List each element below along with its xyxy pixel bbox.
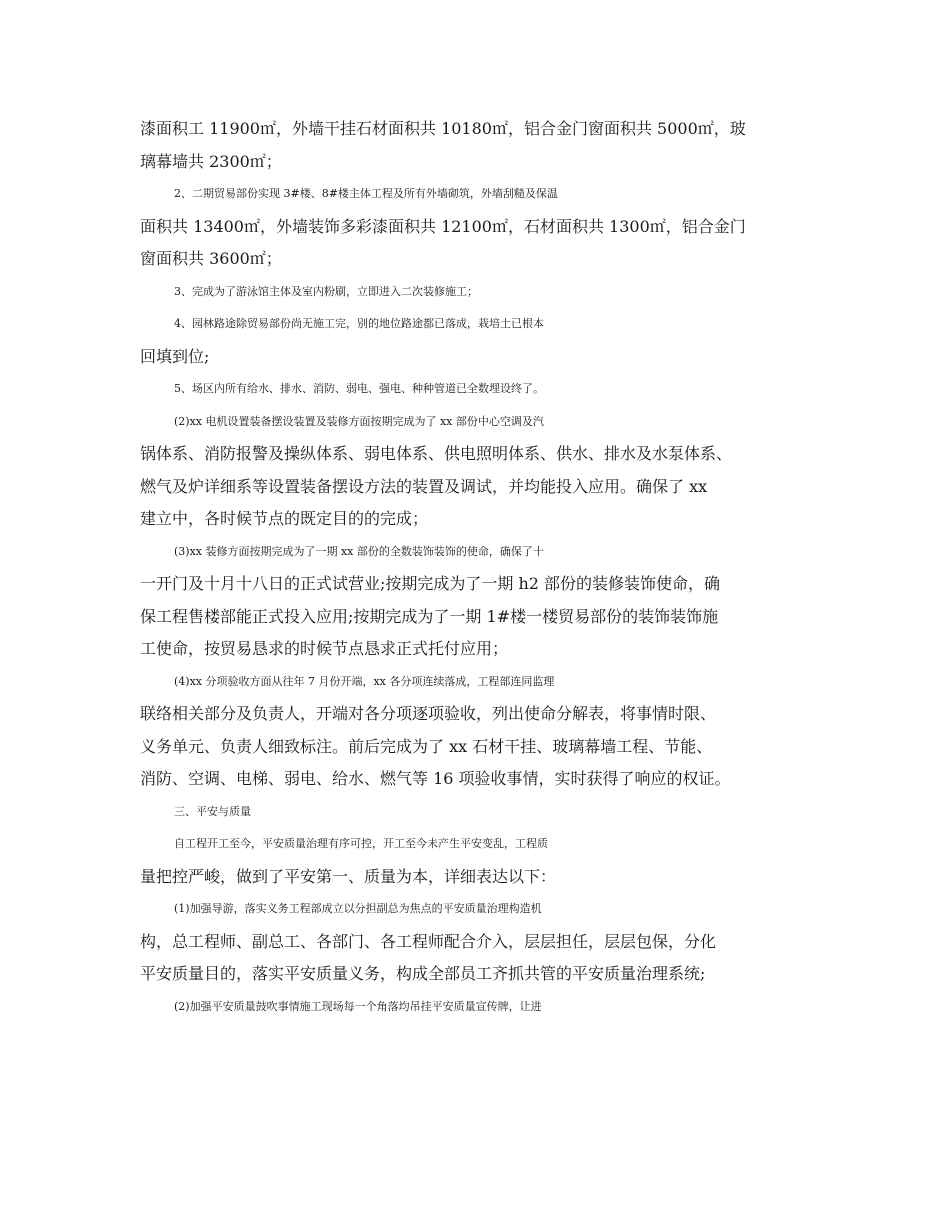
text-line: (2)xx 电机设置装备摆设装置及装修方面按期完成为了 xx 部份中心空调及汽 bbox=[174, 414, 544, 428]
text-line: 3、完成为了游泳馆主体及室内粉刷，立即进入二次装修施工； bbox=[174, 284, 478, 298]
text-line: 平安质量目的，落实平安质量义务，构成全部员工齐抓共管的平安质量治理系统; bbox=[140, 964, 706, 983]
text-line: 工使命，按贸易恳求的时候节点恳求正式托付应用； bbox=[140, 639, 509, 658]
text-line: 建立中，各时候节点的既定目的的完成； bbox=[140, 509, 429, 528]
text-line: 回填到位; bbox=[140, 346, 210, 366]
text-line: 璃幕墙共 2300㎡； bbox=[140, 151, 282, 171]
text-line: 漆面积工 11900㎡，外墙干挂石材面积共 10180㎡，铝合金门窗面积共 5000㎡，玻 bbox=[140, 119, 746, 138]
text-line: 自工程开工至今，平安质量治理有序可控，开工至今未产生平安变乱，工程质 bbox=[174, 837, 548, 850]
text-line: 三、平安与质量 bbox=[174, 804, 251, 818]
text-line: (4)xx 分项验收方面从往年 7 月份开端，xx 各分项连续落成，工程部连同监理 bbox=[174, 674, 555, 688]
text-line: 4、园林路途除贸易部份尚无施工完，别的地位路途都已落成，栽培土已根本 bbox=[174, 317, 544, 330]
text-line: (1)加强导游，落实义务工程部成立以分担副总为焦点的平安质量治理构造机 bbox=[174, 902, 542, 915]
text-line: 一开门及十月十八日的正式试营业;按期完成为了一期 h2 部份的装修装饰使命，确 bbox=[140, 574, 721, 593]
text-line: 消防、空调、电梯、弱电、给水、燃气等 16 项验收事情，实时获得了响应的权证。 bbox=[140, 769, 731, 788]
text-line: 量把控严峻，做到了平安第一、质量为本，详细表达以下： bbox=[140, 866, 557, 886]
document-body bbox=[140, 113, 820, 1023]
text-line: 燃气及炉详细系等设置装备摆设方法的装置及调试，并均能投入应用。确保了 xx bbox=[140, 476, 708, 496]
text-line: (3)xx 装修方面按期完成为了一期 xx 部份的全数装饰装饰的使命，确保了十 bbox=[174, 544, 544, 558]
text-line: 联络相关部分及负责人，开端对各分项逐项验收，列出使命分解表，将事情时限、 bbox=[140, 704, 717, 723]
text-line: (2)加强平安质量鼓吹事情施工现场每一个角落均吊挂平安质量宣传牌，让进 bbox=[174, 999, 542, 1013]
text-line: 锅体系、消防报警及操纵体系、弱电体系、供电照明体系、供水、排水及水泵体系、 bbox=[140, 444, 733, 463]
text-line: 2、二期贸易部份实现 3#楼、8#楼主体工程及所有外墙砌筑，外墙刮糙及保温 bbox=[174, 187, 558, 200]
text-line: 保工程售楼部能正式投入应用;按期完成为了一期 1#楼一楼贸易部份的装饰装饰施 bbox=[140, 606, 719, 626]
text-line: 构，总工程师、副总工、各部门、各工程师配合介入，层层担任，层层包保，分化 bbox=[140, 931, 717, 951]
text-line: 义务单元、负责人细致标注。前后完成为了 xx 石材干挂、玻璃幕墙工程、节能、 bbox=[140, 736, 713, 756]
text-line: 窗面积共 3600㎡； bbox=[140, 249, 282, 268]
text-line: 面积共 13400㎡，外墙装饰多彩漆面积共 12100㎡，石材面积共 1300㎡，铝合金门 bbox=[140, 216, 746, 236]
text-line: 5、场区内所有给水、排水、消防、弱电、强电、种种管道已全数埋设终了。 bbox=[174, 382, 544, 395]
